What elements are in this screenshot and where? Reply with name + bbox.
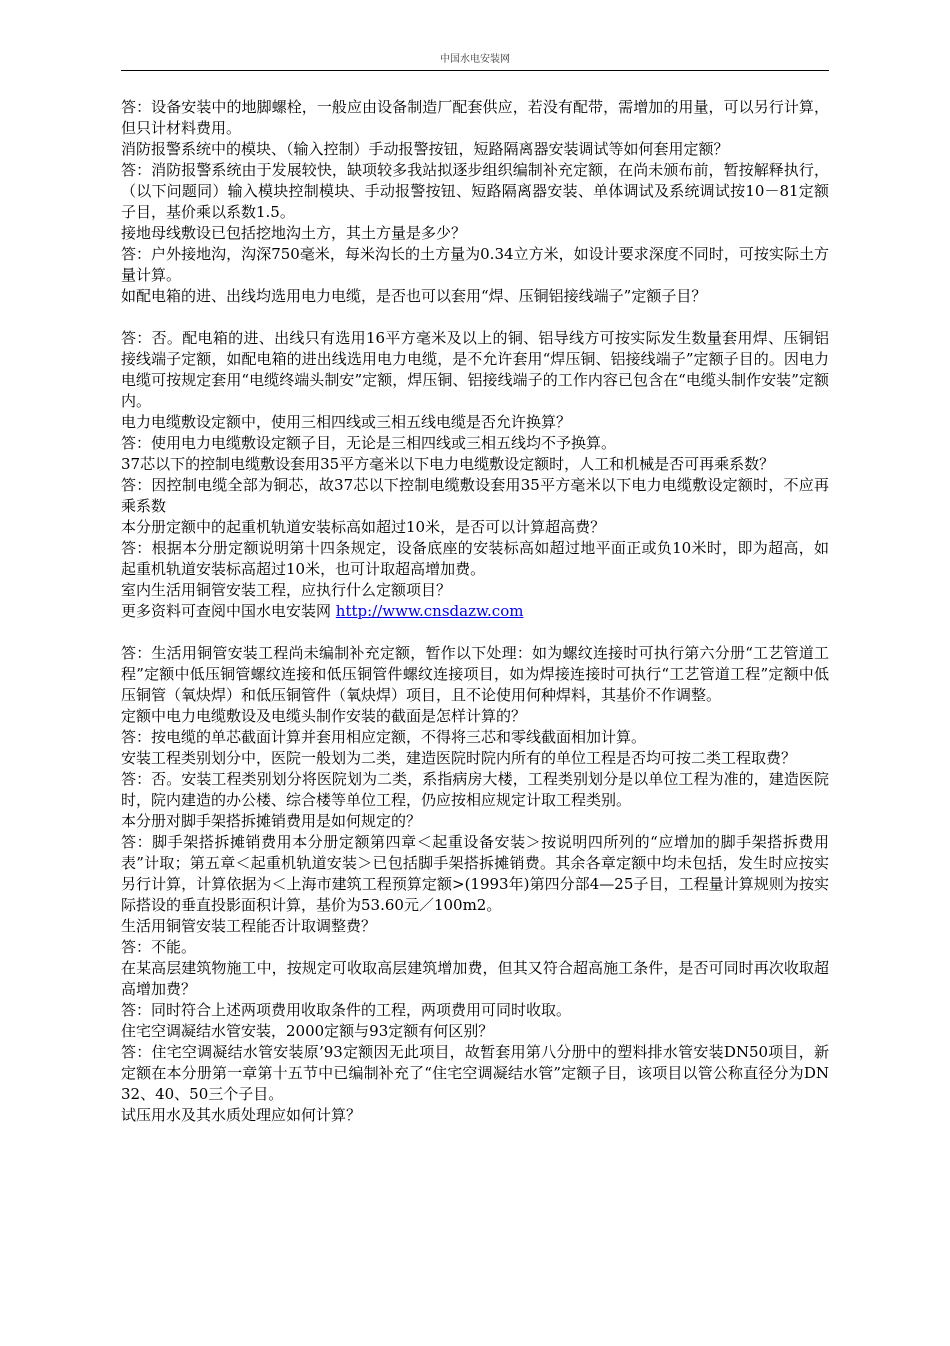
- paragraph: 答：否。配电箱的进、出线只有选用16平方毫米及以上的铜、铝导线方可按实际发生数量套用焊、压铜铝接线端子定额，如配电箱的进出线选用电力电缆，是不允许套用“焊压铜、铝接线端子”定额子目的。因电力电缆可按规定套用“电缆终端头制安”定额，焊压铜、铝接线端子的工作内容已包含在“电缆头制作安装”定额内。: [121, 329, 829, 410]
- paragraph: 答：使用电力电缆敷设定额子目，无论是三相四线或三相五线均不予换算。: [121, 434, 617, 452]
- paragraph: 答：设备安装中的地脚螺栓，一般应由设备制造厂配套供应，若没有配带，需增加的用量，可以另行计算，但只计材料费用。: [121, 98, 829, 137]
- paragraph: 本分册对脚手架搭拆摊销费用是如何规定的？: [121, 812, 422, 830]
- link-line: [121, 601, 829, 622]
- page-header: [121, 52, 829, 71]
- paragraph: 答：生活用铜管安装工程尚未编制补充定额，暂作以下处理：如为螺纹连接时可执行第六分册“工艺管道工程”定额中低压铜管螺纹连接和低压铜管件螺纹连接项目，如为焊接连接时可执行“工艺管道工程”定额中低压铜管（氧炔焊）和低压铜管件（氧炔焊）项目，且不论使用何种焊料，其基价不作调整。: [121, 644, 829, 704]
- paragraph: 答：住宅空调凝结水管安装原’93定额因无此项目，故暂套用第八分册中的塑料排水管安装DN50项目，新定额在本分册第一章第十五节中已编制补充了“住宅空调凝结水管”定额子目，该项目以管公称直径分为DN32、40、50三个子目。: [121, 1043, 829, 1103]
- paragraph: 答：户外接地沟，沟深750毫米，每米沟长的土方量为0.34立方米，如设计要求深度不同时，可按实际土方量计算。: [121, 245, 829, 284]
- paragraph: 答：消防报警系统由于发展较快，缺项较多我站拟逐步组织编制补充定额，在尚未颁布前，暂按解释执行，（以下问题同）输入模块控制模块、手动报警按钮、短路隔离器安装、单体调试及系统调试按10－81定额子目，基价乘以系数1.5。: [121, 161, 829, 221]
- paragraph: 在某高层建筑物施工中，按规定可收取高层建筑增加费，但其又符合超高施工条件，是否可同时再次收取超高增加费？: [121, 959, 829, 998]
- paragraph: 答：因控制电缆全部为铜芯，故37芯以下控制电缆敷设套用35平方毫米以下电力电缆敷设定额时，不应再乘系数: [121, 476, 829, 515]
- paragraph: 安装工程类别划分中，医院一般划为二类，建造医院时院内所有的单位工程是否均可按二类工程取费？: [121, 749, 797, 767]
- paragraph: 答：同时符合上述两项费用收取条件的工程，两项费用可同时收取。: [121, 1001, 572, 1019]
- paragraph-group-b: [121, 622, 829, 1126]
- paragraph: 本分册定额中的起重机轨道安装标高如超过10米，是否可以计算超高费？: [121, 518, 606, 536]
- link-prefix: 更多资料可查阅中国水电安装网: [121, 602, 336, 620]
- paragraph: 消防报警系统中的模块、（输入控制）手动报警按钮，短路隔离器安装调试等如何套用定额？: [121, 140, 729, 158]
- paragraph: 住宅空调凝结水管安装，2000定额与93定额有何区别？: [121, 1022, 494, 1040]
- paragraph: 答：根据本分册定额说明第十四条规定，设备底座的安装标高如超过地平面正或负10米时，即为超高，如起重机轨道安装标高超过10米，也可计取超高增加费。: [121, 539, 829, 578]
- paragraph-group-a: [121, 97, 829, 601]
- paragraph: 答：按电缆的单芯截面计算并套用相应定额，不得将三芯和零线截面相加计算。: [121, 728, 647, 746]
- paragraph: 37芯以下的控制电缆敷设套用35平方毫米以下电力电缆敷设定额时，人工和机械是否可再乘系数？: [121, 455, 775, 473]
- paragraph: 答：不能。: [121, 938, 197, 956]
- paragraph: 如配电箱的进、出线均选用电力电缆，是否也可以套用“焊、压铜铝接线端子”定额子目？: [121, 287, 707, 305]
- site-link[interactable]: http://www.cnsdazw.com: [335, 602, 524, 620]
- paragraph: 试压用水及其水质处理应如何计算？: [121, 1106, 362, 1124]
- paragraph: 定额中电力电缆敷设及电缆头制作安装的截面是怎样计算的？: [121, 707, 527, 725]
- paragraph: 答：否。安装工程类别划分将医院划为二类，系指病房大楼，工程类别划分是以单位工程为准的，建造医院时，院内建造的办公楼、综合楼等单位工程，仍应按相应规定计取工程类别。: [121, 770, 829, 809]
- blank-line: [121, 307, 829, 328]
- header-site-name: 中国水电安装网: [440, 54, 510, 65]
- paragraph: 答：脚手架搭拆摊销费用本分册定额第四章＜起重设备安装＞按说明四所列的“应增加的脚手架搭拆费用表”计取；第五章＜起重机轨道安装＞已包括脚手架搭拆摊销费。其余各章定额中均未包括，发生时应按实另行计算，计算依据为＜上海市建筑工程预算定额>(1993年)第四分部4—25子目，工程量计算规则为按实际搭设的垂直投影面积计算，基价为53.60元／100m2。: [121, 833, 829, 914]
- paragraph: 电力电缆敷设定额中，使用三相四线或三相五线电缆是否允许换算？: [121, 413, 572, 431]
- paragraph: 生活用铜管安装工程能否计取调整费？: [121, 917, 377, 935]
- document-body: [121, 97, 829, 1126]
- paragraph: 接地母线敷设已包括挖地沟土方，其土方量是多少？: [121, 224, 467, 242]
- blank-line: [121, 622, 829, 643]
- paragraph: 室内生活用铜管安装工程，应执行什么定额项目？: [121, 581, 452, 599]
